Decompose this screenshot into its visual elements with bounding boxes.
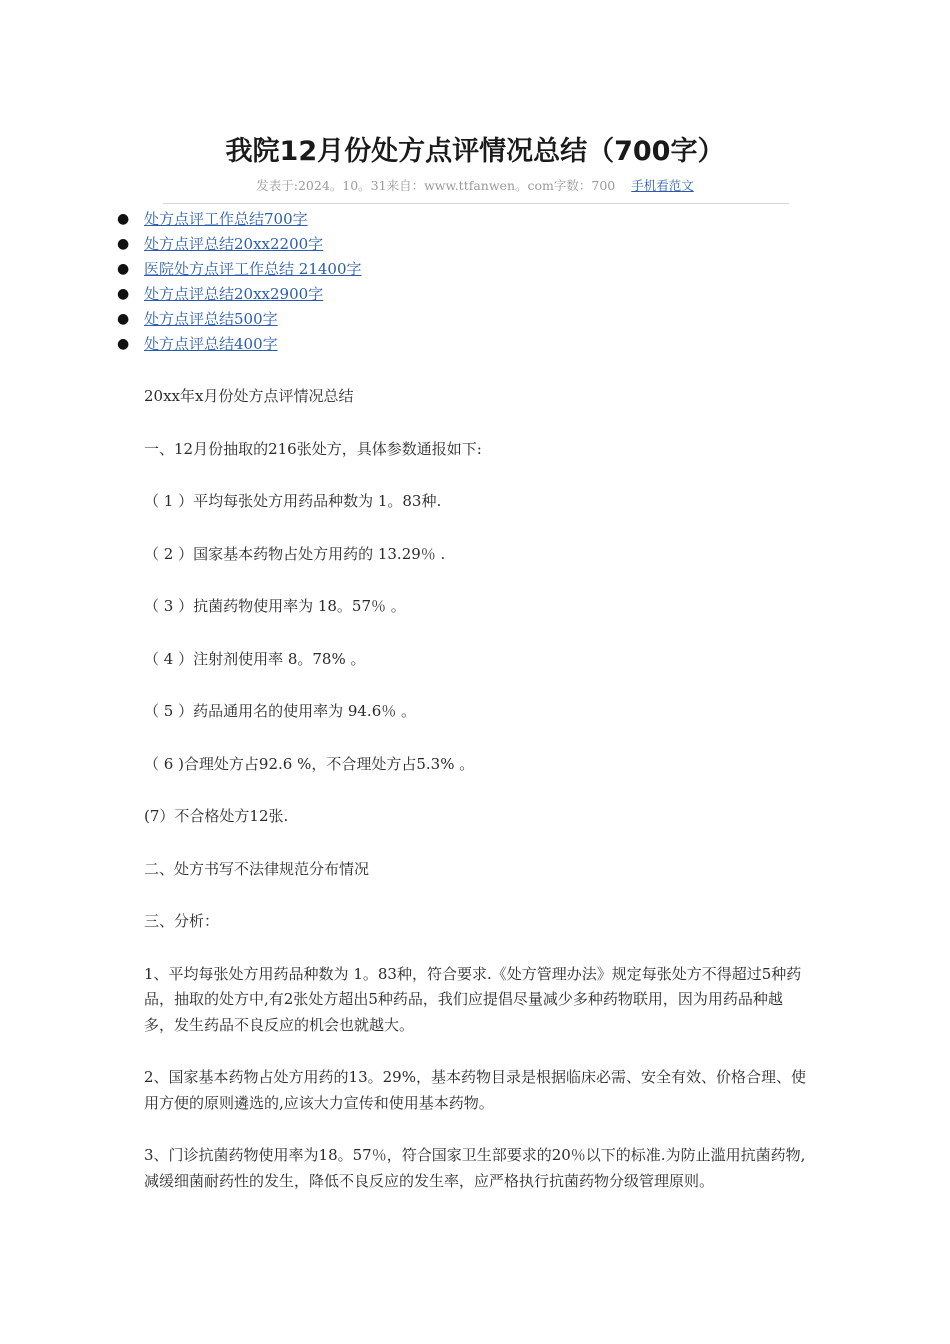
- stat-item: （ 4 ）注射剂使用率 8。78% 。: [144, 649, 366, 668]
- related-articles-list: [117, 207, 362, 357]
- body-heading: 20xx年x月份处方点评情况总结: [144, 387, 354, 405]
- bullet-icon: ●: [117, 311, 130, 327]
- header-divider: [163, 203, 789, 204]
- list-item: [117, 232, 362, 257]
- stat-item: （ 3 ）抗菌药物使用率为 18。57％ 。: [144, 597, 406, 615]
- related-link[interactable]: 处方点评总结500字: [144, 310, 278, 328]
- mobile-view-link[interactable]: 手机看范文: [631, 178, 694, 193]
- stat-item: （ 1 ）平均每张处方用药品种数为 1。83种.: [144, 492, 442, 510]
- related-link[interactable]: 医院处方点评工作总结 21400字: [144, 260, 362, 278]
- list-item: [117, 332, 362, 357]
- related-link[interactable]: 处方点评工作总结700字: [144, 210, 308, 228]
- bullet-icon: ●: [117, 336, 130, 352]
- stat-item: （ 5 ）药品通用名的使用率为 94.6％ 。: [144, 702, 417, 720]
- list-item: [117, 282, 362, 307]
- list-item: [117, 207, 362, 232]
- analysis-paragraph: 2、国家基本药物占处方用药的13。29%，基本药物目录是根据临床必需、安全有效、价格合理、使用方便的原则遴选的,应该大力宣传和使用基本药物。: [144, 1068, 806, 1112]
- analysis-paragraph: 3、门诊抗菌药物使用率为18。57％，符合国家卫生部要求的20％以下的标准.为防止滥用抗菌药物,减缓细菌耐药性的发生，降低不良反应的发生率，应严格执行抗菌药物分级管理原则。: [144, 1146, 806, 1190]
- stat-item: （ 6 )合理处方占92.6 %，不合理处方占5.3% 。: [144, 754, 475, 773]
- related-link[interactable]: 处方点评总结20xx2900字: [144, 285, 324, 303]
- article-meta: [0, 176, 950, 196]
- section-one-heading: 一、12月份抽取的216张处方，具体参数通报如下:: [144, 439, 482, 458]
- publish-info: 发表于:2024。10。31来自：www.ttfanwen。com字数：700: [256, 178, 616, 193]
- related-link[interactable]: 处方点评总结400字: [144, 335, 278, 353]
- bullet-icon: ●: [117, 286, 130, 302]
- stat-item: (7）不合格处方12张.: [144, 807, 289, 825]
- page-title: 我院12月份处方点评情况总结（700字）: [225, 136, 725, 167]
- article-body: [144, 384, 809, 1221]
- list-item: [117, 307, 362, 332]
- bullet-icon: ●: [117, 211, 130, 227]
- analysis-paragraph: 1、平均每张处方用药品种数为 1。83种，符合要求.《处方管理办法》规定每张处方不得超过5种药品，抽取的处方中,有2张处方超出5种药品，我们应提倡尽量减少多种药物联用，因为用药品种越多，发生药品不良反应的机会也就越大。: [144, 964, 802, 1034]
- bullet-icon: ●: [117, 236, 130, 252]
- section-three-heading: 三、分析：: [144, 912, 220, 930]
- list-item: [117, 257, 362, 282]
- stat-item: （ 2 ）国家基本药物占处方用药的 13.29％ .: [144, 544, 446, 563]
- related-link[interactable]: 处方点评总结20xx2200字: [144, 235, 324, 253]
- section-two-heading: 二、处方书写不法律规范分布情况: [144, 859, 370, 878]
- bullet-icon: ●: [117, 261, 130, 277]
